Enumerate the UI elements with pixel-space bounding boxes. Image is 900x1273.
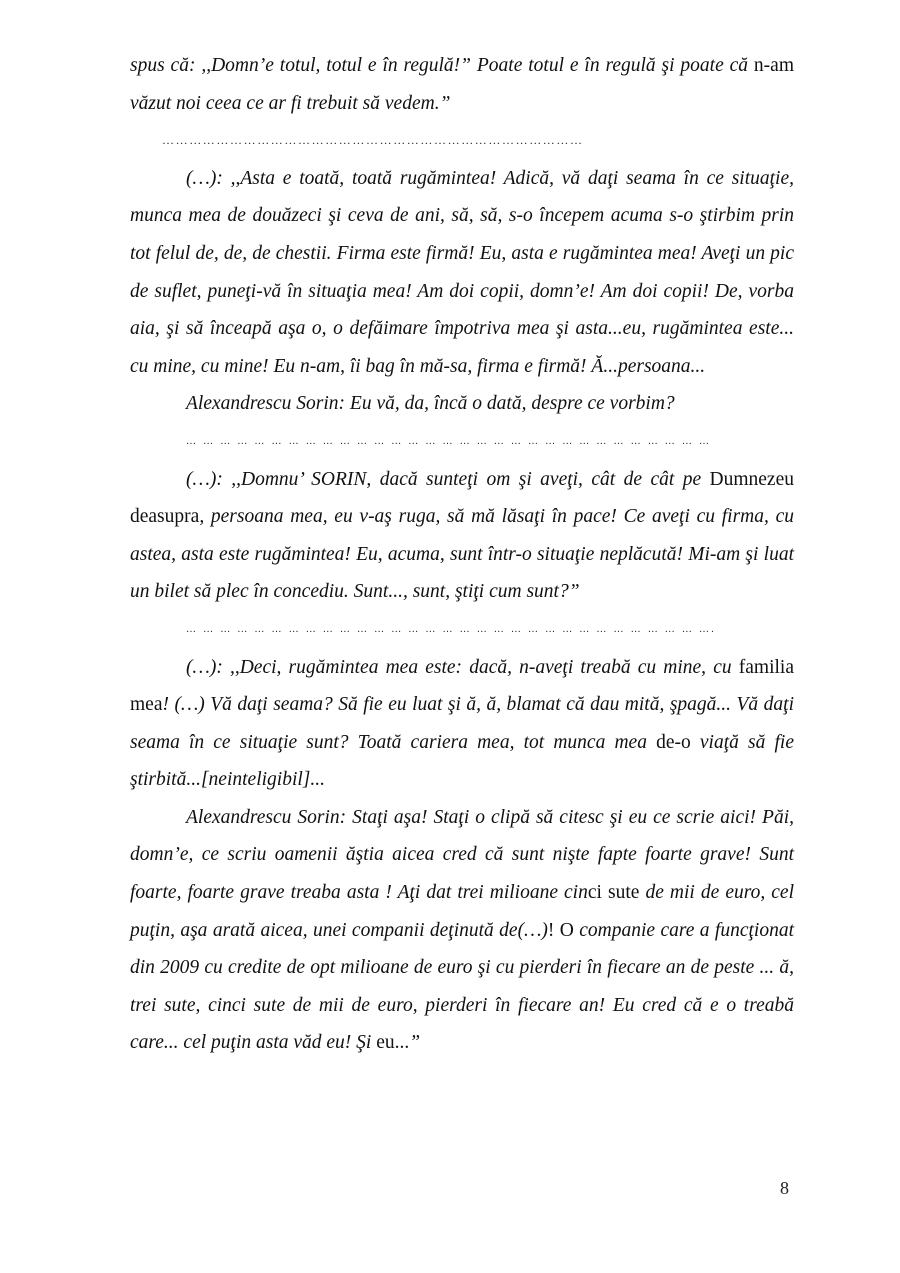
text-run: de mii de euro, cel puţin, aşa arată aicea, unei companii deţinută de(…) [130, 882, 795, 941]
text-run: ” [409, 1032, 421, 1054]
text-run: ! (…) Vă daţi seama? Să fie eu luat şi ă, ă, blamat că dau mită, şpagă... Vă daţi seama în ce situaţie sunt? Toată cariera mea, tot munca mea [130, 694, 794, 753]
quote-paragraph [130, 461, 794, 611]
text-run-upright: ! O [547, 919, 574, 941]
text-run: (…): ,,Deci, rugămintea mea este: dacă, n-aveţi treabă cu mine, cu [186, 656, 739, 678]
text-run: văzut noi ceea ce ar fi trebuit să vedem.” [130, 92, 451, 114]
text-run: Alexandrescu Sorin: Staţi aşa! Staţi o clipă să citesc şi eu ce scrie aici! Păi, domn’e, ce scriu oamenii ăştia aicea cred că sunt nişte fapte foarte grave! Sunt foarte, foarte grave treaba asta ! Aţi dat trei milioane cin [130, 806, 794, 904]
ellipsis-separator: ………………………………………………………………………………… [162, 133, 584, 148]
text-run-upright: ci sute [587, 882, 640, 904]
ellipsis-separator: … … … … … … … … … … … … … … … … … … … … … … … … … … … … … … …. [186, 623, 717, 635]
text-run: (…): ,,Domnu’ SORIN, dacă sunteţi om şi aveţi, cât de cât pe [186, 468, 710, 490]
speaker-paragraph [130, 799, 794, 1062]
text-run: viaţă să fie ştirbită...[neinteligibil]... [130, 731, 794, 791]
text-run-upright: Dumnezeu deasupra [130, 468, 794, 528]
text-run: , persoana mea, eu v-aş ruga, să mă lăsaţi în pace! Ce aveţi cu firma, cu astea, asta este rugămintea! Eu, acuma, sunt într-o situaţie neplăcută! Mi-am şi luat un bilet să plec în concediu. Sunt..., sunt, ştiţi cum sunt?” [130, 506, 794, 603]
speaker-line: Alexandrescu Sorin: Eu vă, da, încă o dată, despre ce vorbim? [186, 393, 675, 415]
text-run-upright: n-am [753, 55, 794, 76]
quote-paragraph [130, 649, 794, 799]
text-run-upright: familia mea [130, 656, 794, 716]
page-number: 8 [780, 1178, 789, 1198]
ellipsis-separator: … … … … … … … … … … … … … … … … … … … … … … … … … … … … … … … [186, 435, 712, 447]
text-run: spus că: ,,Domn’e totul, totul e în regulă!” Poate totul e în regulă şi poate că [130, 55, 754, 76]
text-run-upright: eu... [376, 1032, 410, 1054]
text-run-upright: de-o [656, 731, 691, 753]
page-body [130, 47, 794, 1062]
paragraph-continuation [130, 47, 794, 122]
quote-paragraph: (…): ,,Asta e toată, toată rugămintea! Adică, vă daţi seama în ce situaţie, munca mea de douăzeci şi ceva de ani, să, să, s-o începem acuma s-o ştirbim prin tot felul de, de, de chestii. Firma este firmă! Eu, asta e rugămintea mea! Aveţi un pic de suflet, puneţi-vă în situaţia mea! Am doi copii, domn’e! Am doi copii! De, vorba aia, şi să înceapă aşa o, o defăimare împotriva mea şi asta...eu, rugămintea este... cu mine, cu mine! Eu n-am, îi bag în mă-sa, firma e firmă! Ă...persoana... [130, 167, 794, 377]
text-run: companie care a funcţionat din 2009 cu credite de opt milioane de euro şi cu pierderi în fiecare an de peste ... ă, trei sute, cinci sute de mii de euro, pierderi în fiecare an! Eu cred că e o treabă care... cel puţin asta văd eu! Şi [130, 919, 795, 1054]
